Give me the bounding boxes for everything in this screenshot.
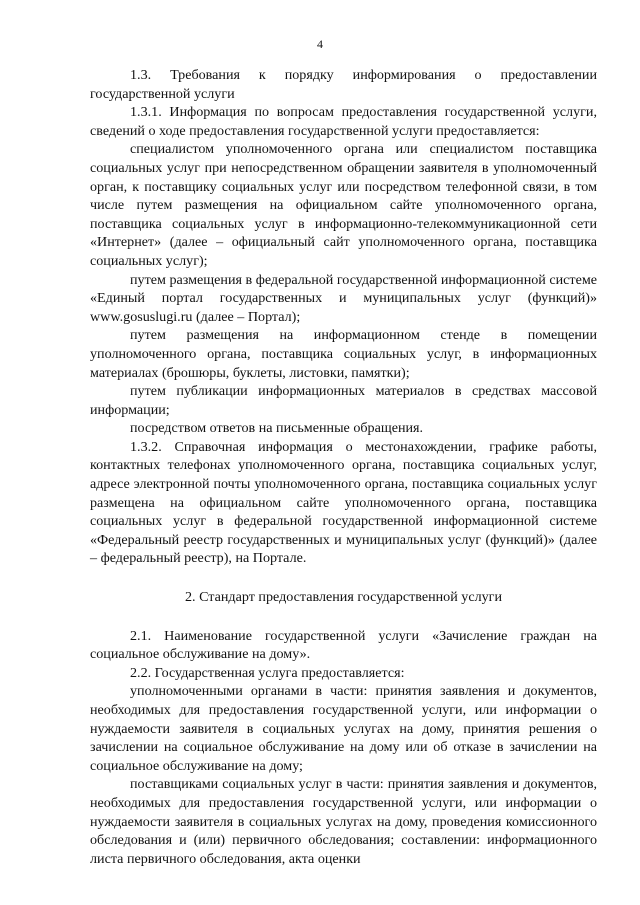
paragraph-1-3-2: 1.3.2. Справочная информация о местонахождении, графике работы, контактных телефонах уполномоченного органа, поставщика социальных услуг, адресе электронной почты уполномоченного органа, поставщика социальных услуг размещена на официальном сайте уполномоченного органа, поставщика социальных услуг в федеральной государственной информационной системе «Федеральный реестр государственных и муниципальных услуг (функций)» (далее – федеральный реестр), на Портале. bbox=[90, 438, 597, 567]
paragraph-1-3-heading: 1.3. Требования к порядку информирования о предоставлении государственной услуги bbox=[90, 67, 597, 102]
section-2-heading: 2. Стандарт предоставления государственной услуги bbox=[185, 589, 502, 606]
page-number: 4 bbox=[317, 37, 323, 51]
paragraph-2-2: 2.2. Государственная услуга предоставляется: bbox=[130, 664, 405, 681]
paragraph-service-providers: поставщиками социальных услуг в части: принятия заявления и документов, необходимых для предоставления государственной услуги, или информации о нуждаемости заявителя в социальных услугах на дому, проведения комиссионного обследования и (или) первичного обследования; составлении: информационного листа первичного обследования, акта оценки bbox=[90, 776, 597, 867]
paragraph-written-requests: посредством ответов на письменные обращения. bbox=[130, 420, 424, 437]
paragraph-2-1: 2.1. Наименование государственной услуги «Зачисление граждан на социальное обслуживание на дому». bbox=[90, 627, 597, 663]
paragraph-authorized-bodies: уполномоченными органами в части: принятия заявления и документов, необходимых для предоставления государственной услуги, или информации о нуждаемости заявителя в социальных услугах на дому, принятия решения о зачислении на социальное обслуживание на дому или об отказе в зачислении на социальное обслуживание на дому; bbox=[90, 683, 597, 774]
paragraph-portal: путем размещения в федеральной государственной информационной системе «Единый портал государственных и муниципальных услуг (функций)» www.gosuslugi.ru (далее – Портал); bbox=[90, 271, 597, 325]
paragraph-info-stand: путем размещения на информационном стенде в помещении уполномоченного органа, поставщика социальных услуг, в информационных материалах (брошюры, буклеты, листовки, памятки); bbox=[90, 327, 597, 381]
paragraph-mass-media: путем публикации информационных материалов в средствах массовой информации; bbox=[90, 383, 597, 418]
paragraph-1-3-1: 1.3.1. Информация по вопросам предоставления государственной услуги, сведений о ходе предоставления государственной услуги предоставляется: bbox=[90, 104, 597, 139]
paragraph-specialist: специалистом уполномоченного органа или специалистом поставщика социальных услуг при непосредственном обращении заявителя в уполномоченный орган, к поставщику социальных услуг или посредством телефонной связи, в том числе путем размещения на официальном сайте уполномоченного органа, поставщика социальных услуг в информационно-телекоммуникационной сети «Интернет» (далее – официальный сайт уполномоченного органа, поставщика социальных услуг); bbox=[90, 141, 597, 269]
document-body bbox=[90, 66, 597, 868]
